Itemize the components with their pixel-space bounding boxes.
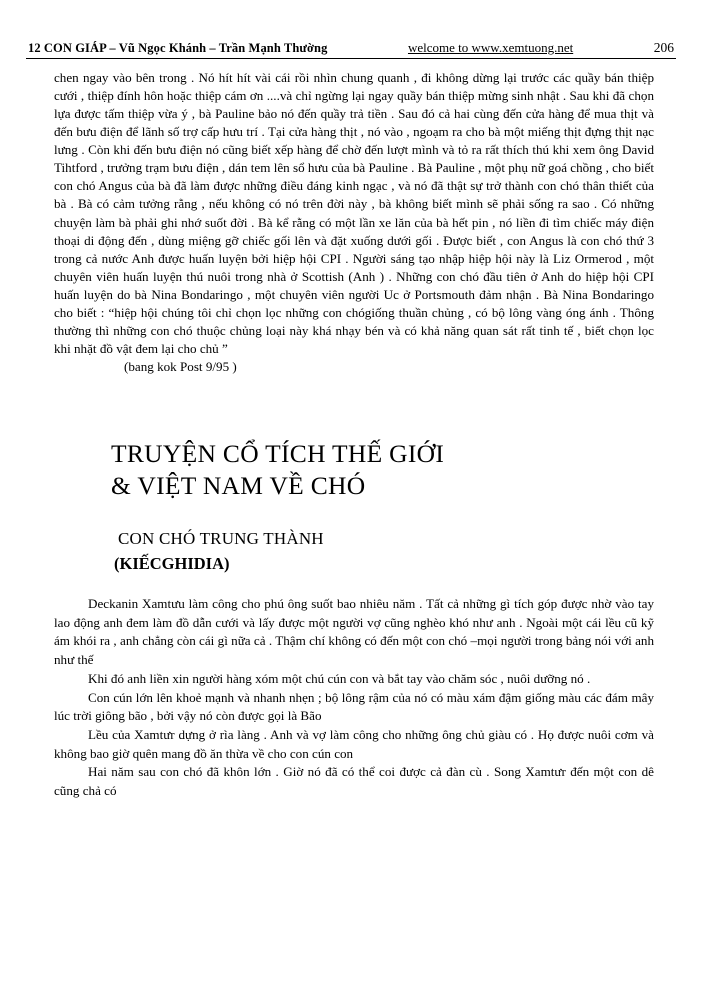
page-header [26,40,676,56]
story-subtitle: (KIẾCGHIDIA) [114,553,230,573]
story-body [26,595,676,801]
article-body [26,69,676,376]
story-paragraph: Lều của Xamtưr dựng ở rìa làng . Anh và vợ làm công cho những ông chủ giàu có . Họ được nuôi cơm và không bao giờ quên mang đồ ăn thừa về cho con cún con [54,727,654,761]
section-title-block [26,438,676,502]
article-paragraph: chen ngay vào bên trong . Nó hít hít vài cái rồi nhìn chung quanh , đi không dừng lại trước các quầy bán thiệp cưới , thiệp đính hôn hoặc thiệp cám ơn ....và chỉ ngừng lại ngay quầy bán thiệp mừng sinh nhật . Sau khi đã chọn lựa được tấm thiệp vừa ý , bà Pauline bảo nó đến quầy trả tiền . Sau đó cả hai cùng đến cửa hàng để mua thịt và đến bưu điện để lãnh số trợ cấp hưu trí . Tại cửa hàng thịt , nó vào , ngoạm ra cho bà một miếng thịt đựng thịt nạc lưng . Còn khi đến bưu điện nó cũng biết xếp hàng để chờ đến lượt mình và tỏ ra rất thích thú khi xem ông David Tihtford , trưởng trạm bưu điện , dán tem lên sổ hưu của bà Pauline . Bà Pauline , một phụ nữ goá chồng , cho biết con chó Angus của bà đã làm được những điều đáng kinh ngạc , và nó đã thật sự trở thành con chó thân thiết của bà . Bà có cảm tưởng rằng , nếu không có nó trên đời này , bà không biết mình sẽ phải sống ra sao . Có những chuyện làm bà phải ghi nhớ suốt đời . Bà kể rằng có một lần xe lăn của bà hết pin , nó liền đi tìm chiếc máy điện thoại di động đến , dùng miệng gỡ chiếc gối lên và đặt xuống dưới gối . Được biết , con Angus là con chó thứ 3 trong cả nước Anh được huấn luyện bởi hiệp hội CPI . Người sáng tạo nhập hiệp hội này là Liz Ormerod , một chuyên viên huấn luyện thú nuôi trong nhà ở Scottish (Anh ) . Những con chó đầu tiên ở Anh do hiệp hội CPI huấn luyện do bà Nina Bondaringo , một chuyên viên người Uc ở Portsmouth đảm nhận . Bà Nina Bondaringo cho biết : “hiệp hội chúng tôi chỉ chọn lọc những con chógiống thuần chủng , có bộ lông vàng óng ánh . Thông thường thì những con chó thuộc chủng loại này khá nhạy bén và có khả năng quan sát rất tinh tế , biết chọn lọc khi nhặt đồ vật đem lại cho chủ ” [54,70,654,356]
article-source: (bang kok Post 9/95 ) [124,359,237,374]
header-page-number: 206 [653,40,674,55]
section-title-line1: TRUYỆN CỔ TÍCH THẾ GIỚI [111,439,445,469]
header-divider [26,58,676,59]
story-title: CON CHÓ TRUNG THÀNH [118,528,324,548]
story-paragraph: Khi đó anh liền xin người hàng xóm một chú cún con và bắt tay vào chăm sóc , nuôi dưỡng nó . [88,670,591,686]
header-website-link[interactable]: welcome to www.xemtuong.net [407,40,574,55]
header-book-title: 12 CON GIÁP – Vũ Ngọc Khánh – Trần Mạnh Thường [28,41,328,55]
story-heading-block [26,528,676,551]
story-paragraph: Hai năm sau con chó đã khôn lớn . Giờ nó đã có thể coi được cả đàn cù . Song Xamtưr đến một con dê cũng chả có [54,764,654,799]
story-paragraph: Con cún lớn lên khoẻ mạnh và nhanh nhẹn ; bộ lông rậm của nó có màu xám đậm giống màu các đám mây lúc trời giông bão , bởi vậy nó còn được gọi là Bão [54,689,654,724]
story-paragraph: Deckanin Xamtưu làm công cho phú ông suốt bao nhiêu năm . Tất cả những gì tích góp được nhờ vào tay lao động anh đem làm đồ dẫn cưới và lấy được một người vợ cũng nghèo khó như anh . Ngoài một cái lều cũ kỹ ám khói ra , anh chẳng còn cái gì nữa cả . Thậm chí không có đến một con chó –mọi người trong bảng nói với anh như thế [54,596,654,668]
section-title-line2: & VIỆT NAM VỀ CHÓ [111,470,366,500]
